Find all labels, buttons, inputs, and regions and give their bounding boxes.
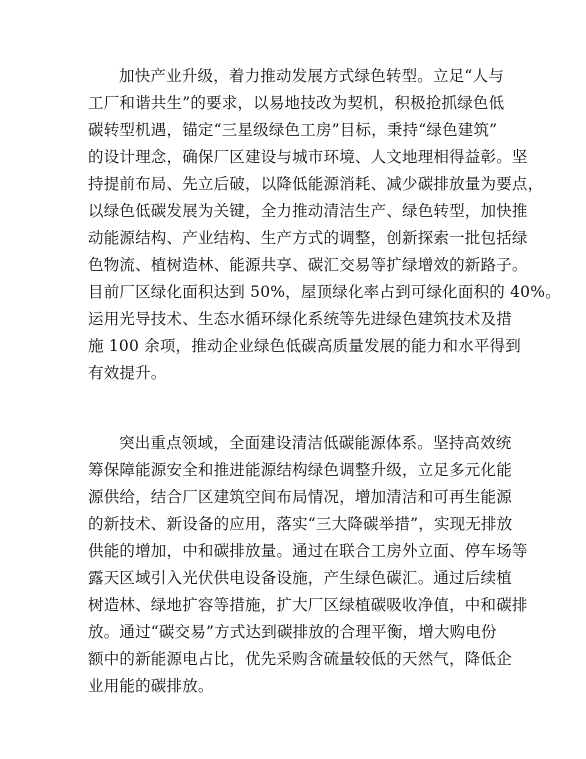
paragraph-line: 碳转型机遇，锚定“三星级绿色工房”目标，秉持“绿色建筑”	[88, 121, 498, 139]
paragraph-line: 运用光导技术、生态水循环绿化系统等先进绿色建筑技术及措	[88, 310, 512, 328]
paragraph-line: 持提前布局、先立后破，以降低能源消耗、减少碳排放量为要点，	[88, 175, 544, 193]
paragraph-line: 树造林、绿地扩容等措施，扩大厂区绿植碳吸收净值，中和碳排	[88, 596, 528, 614]
paragraph-line: 施 100 余项，推动企业绿色低碳高质量发展的能力和水平得到	[88, 337, 521, 355]
paragraph-line: 有效提升。	[88, 364, 167, 382]
paragraph-line: 目前厂区绿化面积达到 50%，屋顶绿化率占到可绿化面积的 40%。	[88, 283, 561, 301]
paragraph-line: 突出重点领域，全面建设清洁低碳能源体系。坚持高效统	[119, 434, 512, 452]
paragraph-line: 露天区域引入光伏供电设备设施，产生绿色碳汇。通过后续植	[88, 569, 512, 587]
paragraph-clean-energy	[88, 430, 528, 700]
paragraph-line: 动能源结构、产业结构、生产方式的调整，创新探索一批包括绿	[88, 229, 528, 247]
paragraph-line: 放。通过“碳交易”方式达到碳排放的合理平衡，增大购电份	[88, 623, 497, 641]
paragraph-industrial-upgrade	[88, 63, 561, 387]
paragraph-line: 的设计理念，确保厂区建设与城市环境、人文地理相得益彰。坚	[88, 148, 528, 166]
paragraph-line: 的新技术、新设备的应用，落实“三大降碳举措”，实现无排放	[88, 515, 513, 533]
paragraph-line: 源供给，结合厂区建筑空间布局情况，增加清洁和可再生能源	[88, 488, 512, 506]
paragraph-line: 供能的增加，中和碳排放量。通过在联合工房外立面、停车场等	[88, 542, 528, 560]
paragraph-line: 额中的新能源电占比，优先采购含硫量较低的天然气，降低企	[88, 650, 512, 668]
paragraph-line: 以绿色低碳发展为关键，全力推动清洁生产、绿色转型，加快推	[88, 202, 528, 220]
paragraph-line: 色物流、植树造林、能源共享、碳汇交易等扩绿增效的新路子。	[88, 256, 528, 274]
paragraph-line: 加快产业升级，着力推动发展方式绿色转型。立足“人与	[119, 67, 504, 85]
paragraph-line: 业用能的碳排放。	[88, 677, 214, 695]
paragraph-line: 工厂和谐共生”的要求，以易地技改为契机，积极抢抓绿色低	[88, 94, 505, 112]
paragraph-line: 筹保障能源安全和推进能源结构绿色调整升级，立足多元化能	[88, 461, 512, 479]
